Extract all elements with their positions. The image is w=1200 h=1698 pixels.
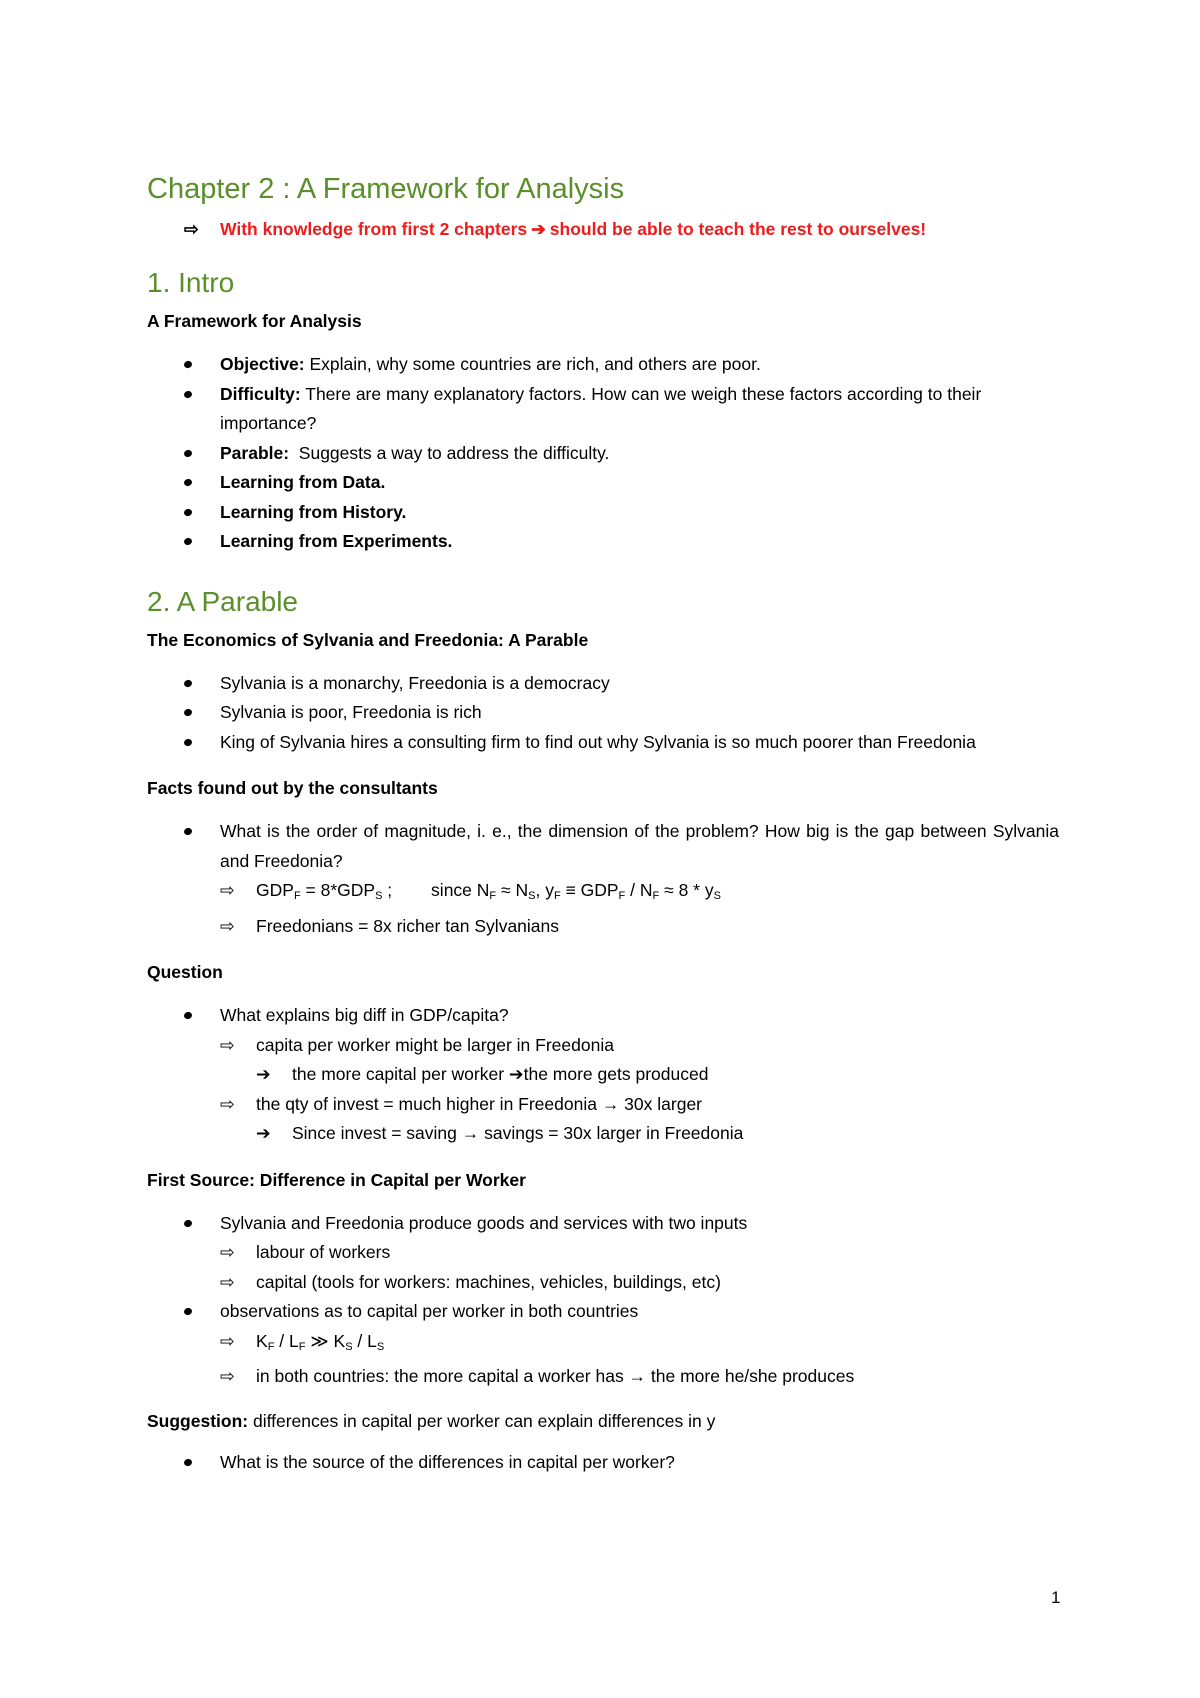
list-item: Sylvania is poor, Freedonia is rich xyxy=(147,698,1059,728)
arrow-line: ⇨ $K_F / L_F$ ≫ $K_S / L_S$ xyxy=(220,1327,1059,1363)
intro-list xyxy=(147,350,1059,557)
page-number: 1 xyxy=(1051,1588,1061,1607)
bullet-icon xyxy=(183,389,193,398)
facts-list xyxy=(147,817,1059,941)
bullet-icon xyxy=(183,478,193,487)
list-item: Learning from History. xyxy=(147,498,1059,528)
list-item: Learning from Data. xyxy=(147,468,1059,498)
list-item: King of Sylvania hires a consulting firm to find out why Sylvania is so much poorer than Freedonia xyxy=(147,728,1059,758)
list-item: Parable: Suggests a way to address the difficulty. xyxy=(147,439,1059,469)
arrow-icon: ⇨ xyxy=(220,1093,235,1114)
arrow-line: ⇨ capital (tools for workers: machines, vehicles, buildings, etc) xyxy=(220,1268,1059,1298)
arrow-line: ⇨ capita per worker might be larger in Freedonia xyxy=(220,1031,1059,1061)
source-list xyxy=(147,1209,1059,1392)
bullet-icon xyxy=(183,1218,193,1227)
section-subheading: The Economics of Sylvania and Freedonia: A Parable xyxy=(147,629,589,650)
arrow-icon: ⇨ xyxy=(220,1034,235,1055)
arrow-line: ➔ Since invest = saving → savings = 30x larger in Freedonia xyxy=(220,1119,1059,1149)
arrow-icon: ⇨ xyxy=(220,1271,235,1292)
arrow-line: ⇨ in both countries: the more capital a worker has → the more he/she produces xyxy=(220,1362,1059,1392)
arrow-icon: ⇨ xyxy=(220,915,235,936)
bullet-icon xyxy=(183,1307,193,1316)
facts-heading: Facts found out by the consultants xyxy=(147,778,438,798)
final-list xyxy=(147,1448,1059,1478)
highlight-note xyxy=(184,216,1059,242)
list-item: What explains big diff in GDP/capita? ⇨ capita per worker might be larger in Freedonia ➔ the more capital per worker ➔the more gets produced ⇨ the qty of invest = much higher in Freedonia → 30x larger ➔ Since invest = saving → savings = 30x larger in Freedonia xyxy=(147,1001,1059,1149)
thick-arrow-icon: ➔ xyxy=(256,1064,271,1084)
arrow-line: ➔ the more capital per worker ➔the more gets produced xyxy=(220,1060,1059,1090)
suggestion-line: Suggestion: differences in capital per worker can explain differences in y xyxy=(147,1410,716,1431)
bullet-icon xyxy=(183,678,193,687)
list-item: What is the order of magnitude, i. e., the dimension of the problem? How big is the gap between Sylvania and Freedonia? ⇨ $GDP_F = 8*GDP_S$ ; since $N_F \approx N_S$, $y_F \equiv GDP_F / N_F \approx 8 * y_S$ ⇨ Freedonians = 8x richer tan Sylvanians xyxy=(147,817,1059,941)
bullet-icon xyxy=(183,448,193,457)
arrow-icon: ⇨ xyxy=(220,1242,235,1262)
list-item: observations as to capital per worker in both countries ⇨ $K_F / L_F$ ≫ $K_S / L_S$ ⇨ in both countries: the more capital a worker has → the more he/she produces xyxy=(147,1297,1059,1392)
arrow-line: ⇨ labour of workers xyxy=(220,1238,1059,1268)
list-item: Difficulty: There are many explanatory factors. How can we weigh these factors according to their importance? xyxy=(147,380,1059,439)
list-item: Sylvania is a monarchy, Freedonia is a democracy xyxy=(147,669,1059,699)
arrow-icon: ⇨ xyxy=(184,219,199,239)
arrow-line: ⇨ the qty of invest = much higher in Freedonia → 30x larger xyxy=(220,1090,1059,1120)
question-list xyxy=(147,1001,1059,1149)
arrow-icon: ⇨ xyxy=(220,1366,235,1386)
bullet-icon xyxy=(183,827,193,836)
note-part2: should be able to teach the rest to ourselves! xyxy=(549,219,927,239)
bullet-icon xyxy=(183,708,193,717)
list-item: Objective: Explain, why some countries are rich, and others are poor. xyxy=(147,350,1059,380)
bullet-icon xyxy=(183,537,193,546)
arrow-icon: ⇨ xyxy=(220,880,235,900)
section-heading-intro: 1. Intro xyxy=(147,267,235,298)
question-heading: Question xyxy=(147,962,223,982)
list-item: Sylvania and Freedonia produce goods and services with two inputs ⇨ labour of workers ⇨ capital (tools for workers: machines, vehicles, buildings, etc) xyxy=(147,1209,1059,1298)
thick-arrow-icon: ➔ xyxy=(256,1123,271,1143)
arrow-icon: ⇨ xyxy=(220,1330,235,1351)
note-part1: With knowledge from first 2 chapters xyxy=(220,219,528,239)
bullet-icon xyxy=(183,507,193,516)
section-heading-parable: 2. A Parable xyxy=(147,585,299,617)
chapter-title: Chapter 2 : A Framework for Analysis xyxy=(147,173,625,205)
source-heading: First Source: Difference in Capital per Worker xyxy=(147,1169,526,1190)
bullet-icon xyxy=(183,737,193,746)
bullet-icon xyxy=(183,360,193,369)
arrow-line: ⇨ $GDP_F = 8*GDP_S$ ; since $N_F \approx N_S$, $y_F \equiv GDP_F / N_F \approx 8 * y_S$ xyxy=(220,876,1059,912)
list-item: What is the source of the differences in capital per worker? xyxy=(147,1448,1059,1478)
list-item: Learning from Experiments. xyxy=(147,527,1059,557)
parable-list xyxy=(147,669,1059,758)
document-content xyxy=(147,172,1059,1477)
bullet-icon xyxy=(183,1011,193,1020)
bullet-icon xyxy=(183,1457,193,1466)
thick-arrow-icon: ➔ xyxy=(531,219,546,239)
arrow-line: ⇨ Freedonians = 8x richer tan Sylvanians xyxy=(220,912,1059,942)
section-subheading: A Framework for Analysis xyxy=(147,311,362,331)
thick-arrow-icon: ➔ xyxy=(508,1064,524,1084)
